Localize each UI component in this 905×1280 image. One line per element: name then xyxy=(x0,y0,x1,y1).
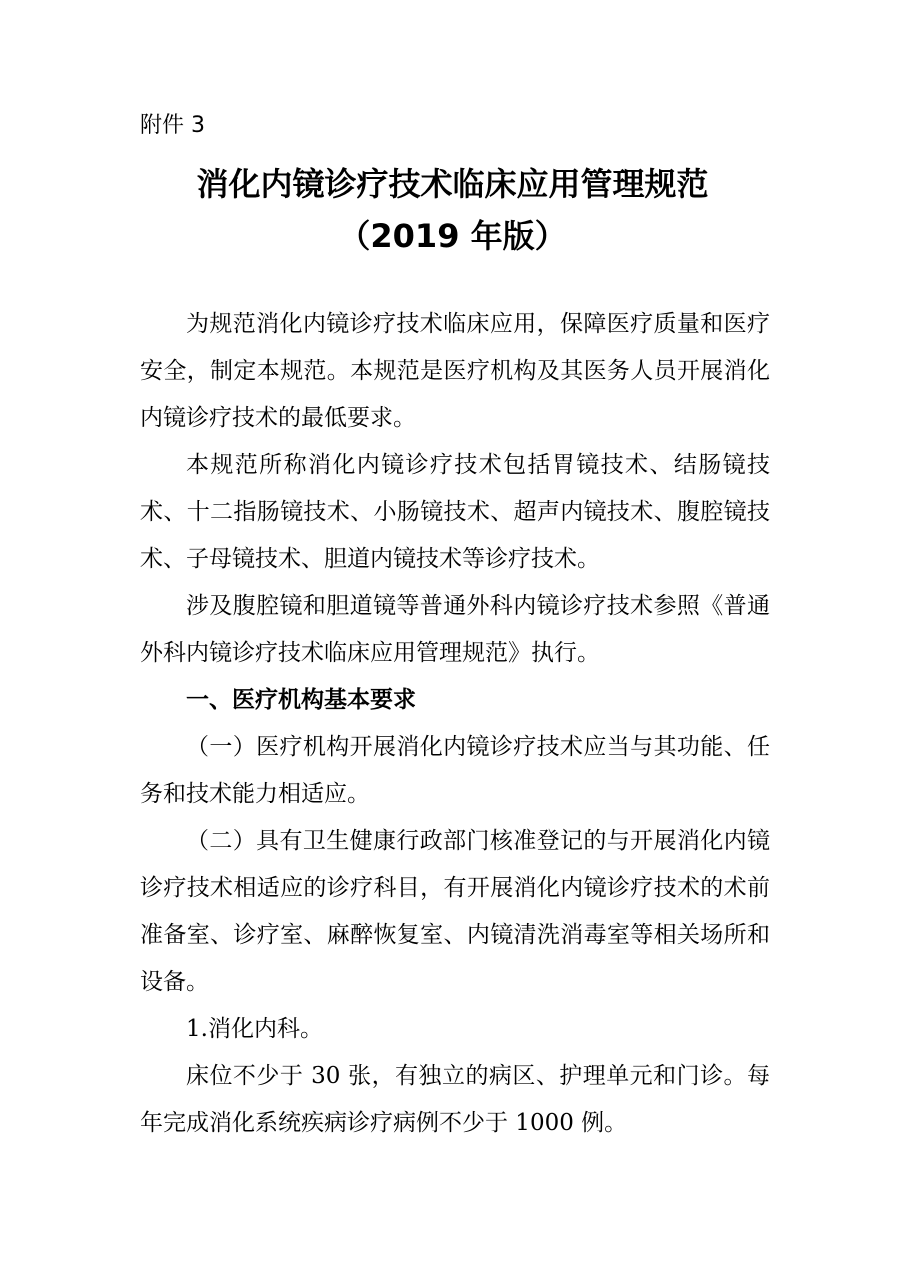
document-title: 消化内镜诊疗技术临床应用管理规范 xyxy=(196,165,709,203)
paragraph-requirement-2: （二）具有卫生健康行政部门核准登记的与开展消化内镜诊疗技术相适应的诊疗科目，有开展消化内镜诊疗技术的术前准备室、诊疗室、麻醉恢复室、内镜清洗消毒室等相关场所和设备。 xyxy=(140,828,770,995)
attachment-label: 附件 3 xyxy=(140,113,205,138)
paragraph-scope: 本规范所称消化内镜诊疗技术包括胃镜技术、结肠镜技术、十二指肠镜技术、小肠镜技术、超声内镜技术、腹腔镜技术、子母镜技术、胆道内镜技术等诊疗技术。 xyxy=(140,452,770,572)
paragraph-requirement-1: （一）医疗机构开展消化内镜诊疗技术应当与其功能、任务和技术能力相适应。 xyxy=(140,734,770,807)
section-heading: 一、医疗机构基本要求 xyxy=(186,687,416,713)
document-subtitle: （2019 年版） xyxy=(338,217,567,255)
paragraph-reference: 涉及腹腔镜和胆道镜等普通外科内镜诊疗技术参照《普通外科内镜诊疗技术临床应用管理规范》执行。 xyxy=(140,593,770,666)
paragraph-beds: 床位不少于 30 张，有独立的病区、护理单元和门诊。每年完成消化系统疾病诊疗病例不少于 1000 例。 xyxy=(140,1063,770,1136)
document-body xyxy=(140,301,770,1147)
paragraph-item-1: 1.消化内科。 xyxy=(186,1016,323,1042)
paragraph-purpose: 为规范消化内镜诊疗技术临床应用，保障医疗质量和医疗安全，制定本规范。本规范是医疗机构及其医务人员开展消化内镜诊疗技术的最低要求。 xyxy=(140,311,770,431)
